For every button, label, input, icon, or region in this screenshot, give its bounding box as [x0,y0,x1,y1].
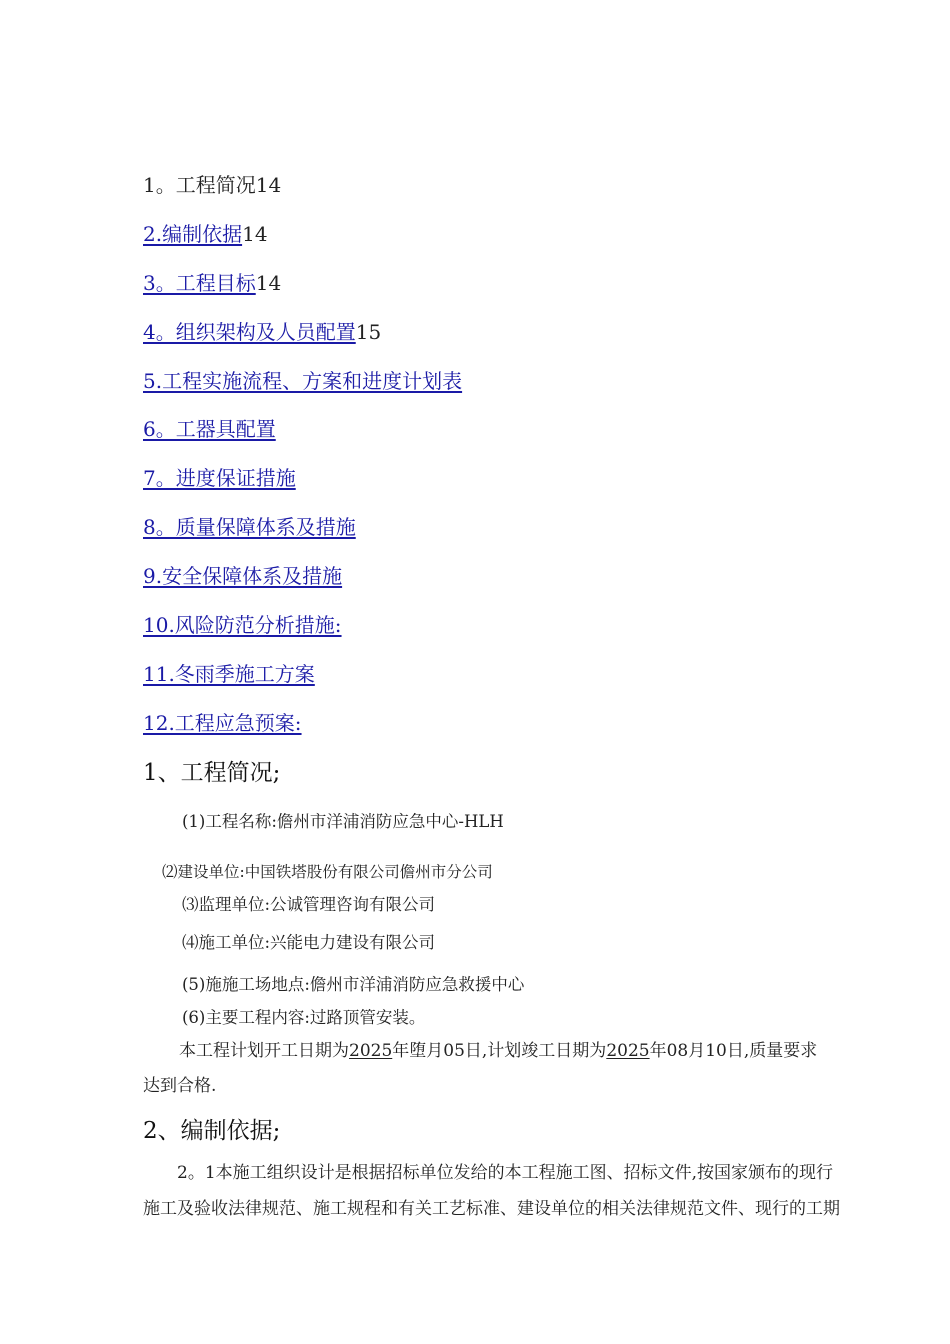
toc-item[interactable] [143,219,863,268]
toc-link[interactable]: 9.安全保障体系及措施 [143,564,343,589]
start-year: 2025 [349,1041,393,1061]
toc-label: 1。工程简况 [143,173,256,197]
supervision-unit: ⑶监理单位:公诚管理咨询有限公司 [182,895,436,914]
toc-link[interactable]: 4。组织架构及人员配置 [143,319,356,344]
toc-item[interactable] [143,708,863,757]
toc-item[interactable] [143,561,863,610]
toc-link[interactable]: 6。工器具配置 [143,417,276,442]
section-1-heading: 1、工程简况; [143,760,281,786]
basis-paragraph [143,1162,903,1220]
site-location: (5)施施工场地点:儋州市洋浦消防应急救援中心 [182,975,525,994]
toc-item [143,170,863,219]
toc-item[interactable] [143,512,863,561]
toc-link[interactable]: 3。工程目标 [143,270,256,295]
section-2-heading: 2、编制依据; [143,1118,281,1144]
toc-page-number: 14 [255,173,282,197]
toc-link[interactable]: 5.工程实施流程、方案和进度计划表 [143,368,463,393]
contractor-unit: ⑷施工单位:兴能电力建设有限公司 [182,933,436,952]
toc-page-number: 15 [355,319,382,344]
schedule-line-2: 达到合格. [143,1076,217,1096]
toc-page-number: 14 [242,221,268,246]
toc-item[interactable] [143,659,863,708]
toc-item[interactable] [143,610,863,659]
toc-link[interactable]: 10.风险防范分析措施: [143,613,342,638]
toc-link[interactable]: 11.冬雨季施工方案 [143,661,315,686]
toc-link[interactable]: 7。进度保证措施 [143,466,296,491]
toc-page-number: 14 [255,270,282,295]
toc-item[interactable] [143,366,863,415]
toc-link[interactable]: 8。质量保障体系及措施 [143,515,356,540]
project-name: (1)工程名称:儋州市洋浦消防应急中心-HLH [182,812,504,831]
toc-item[interactable] [143,317,863,366]
toc-link[interactable]: 2.编制依据 [143,221,243,246]
schedule-paragraph [143,1040,903,1097]
toc-link[interactable]: 12.工程应急预案: [143,710,302,735]
schedule-line-1: 本工程计划开工日期为2025年堕月05日,计划竣工日期为2025年08月10日,质量要求 [179,1041,818,1061]
end-year: 2025 [606,1041,650,1061]
main-works: (6)主要工程内容:过路顶管安装。 [182,1008,426,1027]
toc-item[interactable] [143,268,863,317]
table-of-contents [143,170,863,757]
construction-unit: ⑵建设单位:中国铁塔股份有限公司儋州市分公司 [162,863,493,881]
basis-line-2: 施工及验收法律规范、施工规程和有关工艺标准、建设单位的相关法律规范文件、现行的工期 [143,1199,840,1219]
toc-item[interactable] [143,414,863,463]
toc-item[interactable] [143,463,863,512]
basis-line-1: 2。1本施工组织设计是根据招标单位发给的本工程施工图、招标文件,按国家颁布的现行 [177,1163,834,1183]
